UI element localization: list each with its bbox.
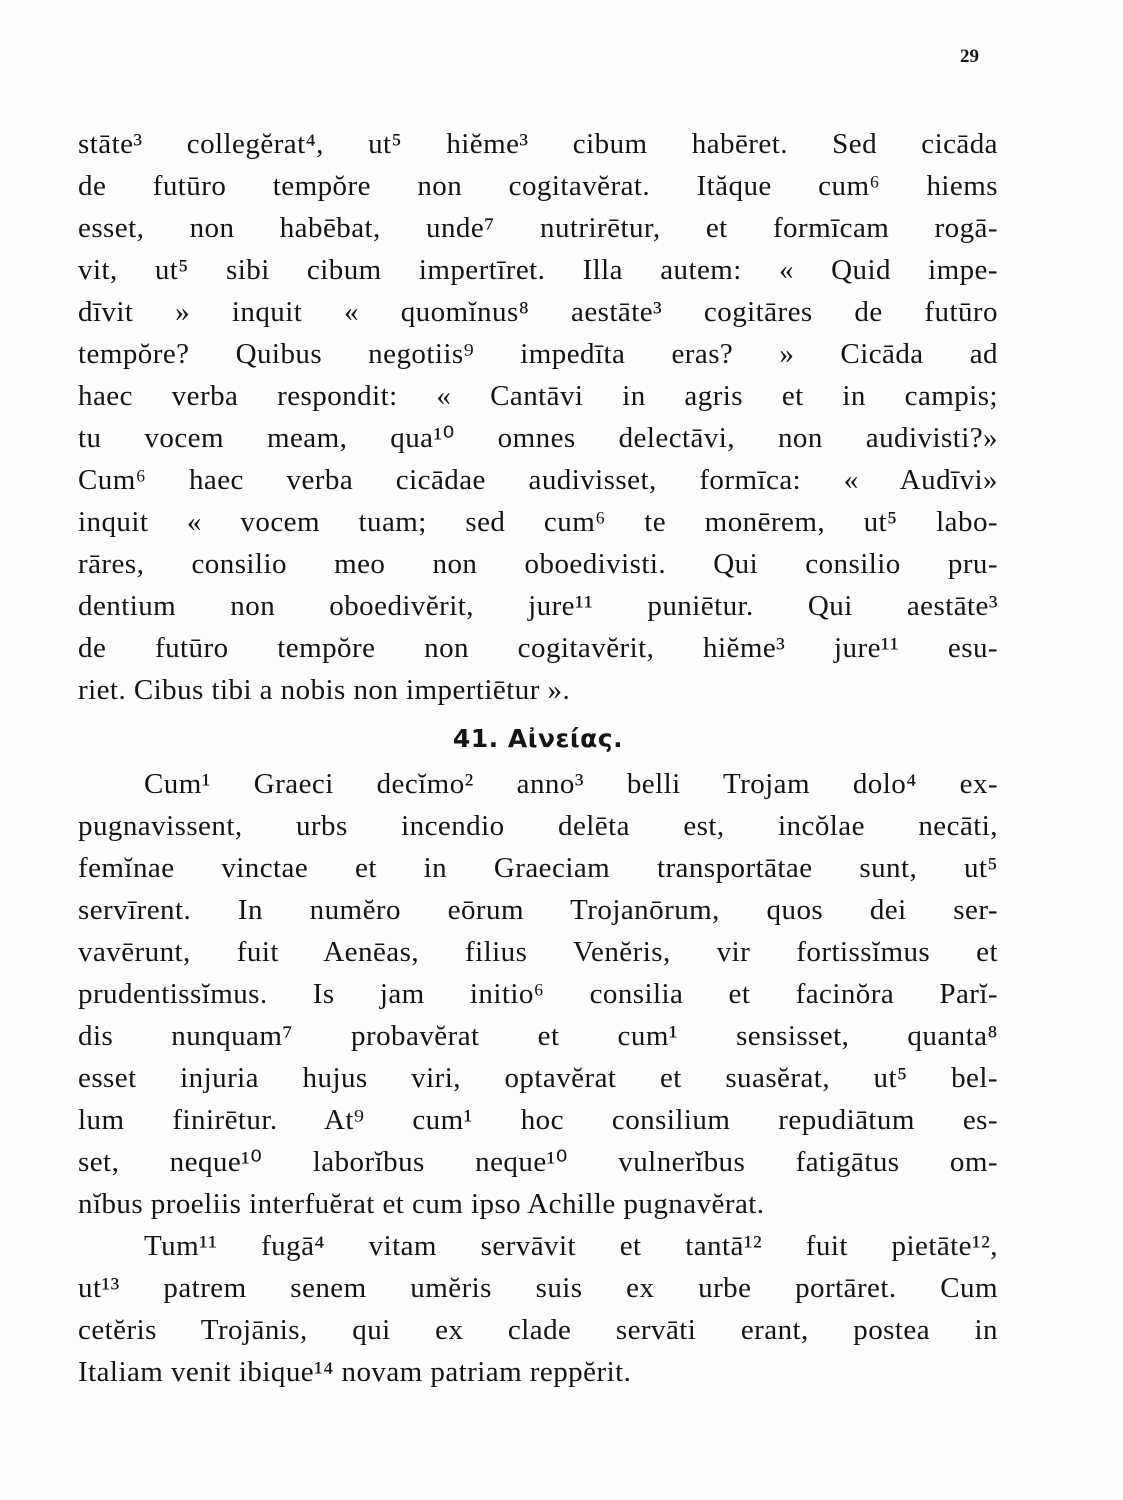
text-line: Cum⁶ haec verba cicādae audivisset, formīca: « Audīvi» xyxy=(78,464,998,496)
text-line: vit, ut⁵ sibi cibum impertīret. Illa autem: « Quid impe- xyxy=(78,254,998,286)
text-line: lum finirētur. At⁹ cum¹ hoc consilium repudiātum es- xyxy=(78,1104,998,1136)
page-number: 29 xyxy=(960,46,979,67)
paragraph-fable-continuation xyxy=(78,123,998,711)
text-line: inquit « vocem tuam; sed cum⁶ te monērem, ut⁵ labo- xyxy=(78,506,998,538)
text-line: dentium non oboedivĕrit, jure¹¹ puniētur. Qui aestāte³ xyxy=(78,590,998,622)
text-line: dīvit » inquit « quomĭnus⁸ aestāte³ cogitāres de futūro xyxy=(78,296,998,328)
text-line: esset, non habēbat, unde⁷ nutrirētur, et formīcam rogā- xyxy=(78,212,998,244)
text-line: tempŏre? Quibus negotiis⁹ impedīta eras? » Cicāda ad xyxy=(78,338,998,370)
text-line: Tum¹¹ fugā⁴ vitam servāvit et tantā¹² fuit pietāte¹², xyxy=(144,1230,998,1262)
paragraph-aeneas-1 xyxy=(78,763,998,1225)
text-line: Italiam venit ibique¹⁴ novam patriam reppĕrit. xyxy=(78,1356,632,1388)
text-line: cetĕris Trojānis, qui ex clade servāti erant, postea in xyxy=(78,1314,998,1346)
text-line: tu vocem meam, qua¹⁰ omnes delectāvi, non audivisti?» xyxy=(78,422,998,454)
text-line: nĭbus proeliis interfuĕrat et cum ipso Achille pugnavĕrat. xyxy=(78,1188,765,1220)
text-line: stāte³ collegĕrat⁴, ut⁵ hiĕme³ cibum habēret. Sed cicāda xyxy=(78,128,998,160)
text-line: riet. Cibus tibi a nobis non impertiētur ». xyxy=(78,674,571,706)
text-line: Cum¹ Graeci decĭmo² anno³ belli Trojam dolo⁴ ex- xyxy=(144,768,998,800)
paragraph-aeneas-2 xyxy=(78,1225,998,1393)
text-line: vavērunt, fuit Aenēas, filius Venĕris, vir fortissĭmus et xyxy=(78,936,998,968)
text-line: esset injuria hujus viri, optavĕrat et suasĕrat, ut⁵ bel- xyxy=(78,1062,998,1094)
text-line: femĭnae vinctae et in Graeciam transportātae sunt, ut⁵ xyxy=(78,852,998,884)
text-line: haec verba respondit: « Cantāvi in agris et in campis; xyxy=(78,380,998,412)
text-line: ut¹³ patrem senem umĕris suis ex urbe portāret. Cum xyxy=(78,1272,998,1304)
section-heading: 41. Αἰνείας. xyxy=(452,724,624,753)
text-line: rāres, consilio meo non oboedivisti. Qui consilio pru- xyxy=(78,548,998,580)
text-line: prudentissĭmus. Is jam initio⁶ consilia et facinŏra Parĭ- xyxy=(78,978,998,1010)
text-line: de futūro tempŏre non cogitavĕrat. Ităque cum⁶ hiems xyxy=(78,170,998,202)
text-line: de futūro tempŏre non cogitavĕrit, hiĕme³ jure¹¹ esu- xyxy=(78,632,998,664)
page-text xyxy=(78,123,998,1393)
text-line: set, neque¹⁰ laborĭbus neque¹⁰ vulnerĭbus fatigātus om- xyxy=(78,1146,998,1178)
text-line: dis nunquam⁷ probavĕrat et cum¹ sensisset, quanta⁸ xyxy=(78,1020,998,1052)
text-line: servīrent. In numĕro eōrum Trojanōrum, quos dei ser- xyxy=(78,894,998,926)
text-line: pugnavissent, urbs incendio delēta est, incŏlae necāti, xyxy=(78,810,998,842)
